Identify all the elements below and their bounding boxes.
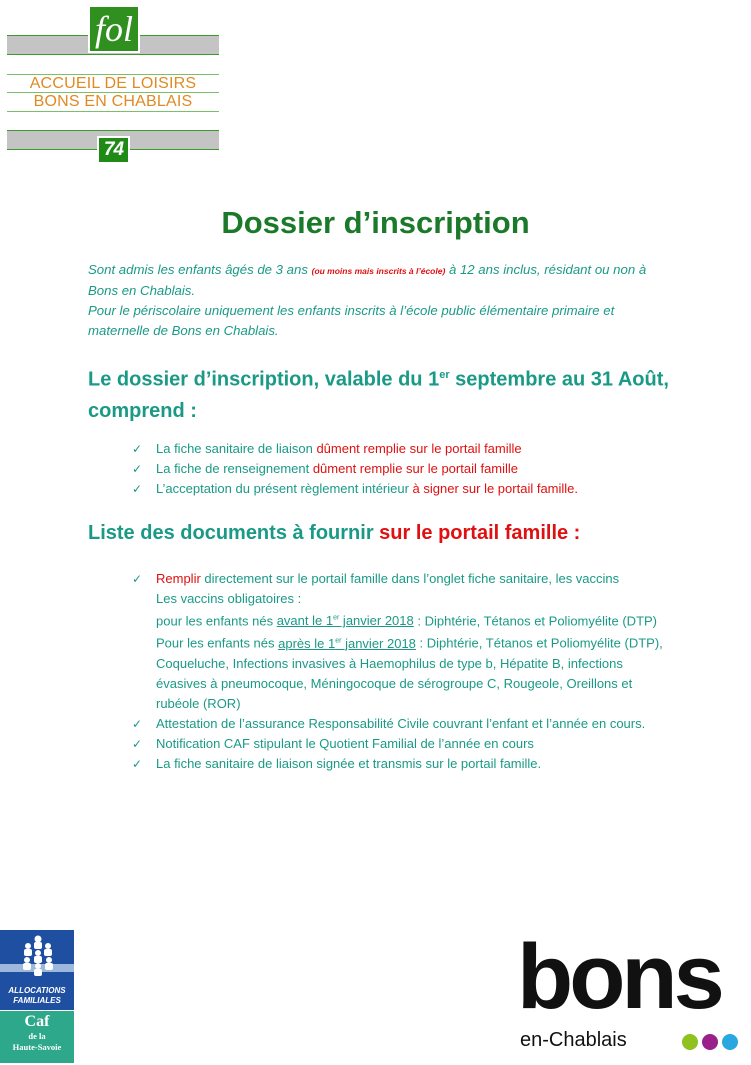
bons-logo <box>515 926 745 1060</box>
family-icon <box>18 934 58 978</box>
item-text: La fiche de renseignement <box>156 461 313 476</box>
divider <box>7 111 219 112</box>
fol-line2: BONS EN CHABLAIS <box>33 93 193 110</box>
intro-paragraph-2: Pour le périscolaire uniquement les enfants inscrits à l’école public élémentaire primaire et maternelle de Bons en Chablais. <box>88 303 615 338</box>
list-item <box>132 479 672 499</box>
vaccines-mandatory-label: Les vaccins obligatoires : <box>156 591 302 606</box>
vaccines-before-date <box>277 613 414 628</box>
check-icon: ✓ <box>132 462 143 476</box>
item-highlight: à signer sur le portail famille. <box>412 481 579 496</box>
dot-blue-icon <box>722 1034 738 1050</box>
item-text: L’acceptation du présent règlement intérieur <box>156 481 413 496</box>
date-text: après le 1 <box>278 635 336 651</box>
intro-note: (ou moins mais inscrits à l’école) <box>311 266 446 276</box>
superscript: er <box>335 637 342 645</box>
caf-line1: ALLOCATIONS <box>8 986 66 995</box>
caf-allocations-text <box>0 986 74 1006</box>
vaccines-after-list: : Diphtérie, Tétanos et Poliomyélite (DTP), Coqueluche, Infections invasives à Haemophilus de type b, Hépatite B, infections évasives à pneumocoque, Méningocoque de sérogroupe C, Rougeole, Oreillons et rubéole (ROR) <box>156 635 663 711</box>
fol-logo <box>7 5 219 163</box>
bons-wordmark: bons <box>517 926 721 1028</box>
caf-sub1: de la <box>28 1031 46 1041</box>
intro-text-b: à 12 ans inclus, résidant ou non à Bons en Chablais. <box>88 262 647 298</box>
caf-logo <box>0 930 74 1063</box>
superscript: er <box>439 369 450 381</box>
dot-green-icon <box>682 1034 698 1050</box>
fol-line1: ACCUEIL DE LOISIRS <box>29 75 197 92</box>
list-item <box>132 459 672 479</box>
fol-logo-box: fol <box>88 5 140 53</box>
item-text: La fiche sanitaire de liaison <box>156 441 317 456</box>
section1-heading <box>88 360 688 427</box>
vaccines-after-date <box>278 636 416 651</box>
heading-highlight: sur le portail famille : <box>379 522 581 544</box>
vaccines-before-text: pour les enfants nés <box>156 613 277 629</box>
caf-line2: FAMILIALES <box>13 996 61 1005</box>
vaccines-before-list: : Diphtérie, Tétanos et Poliomyélite (DTP) <box>413 613 658 629</box>
item-text: Notification CAF stipulant le Quotient Familial de l’année en cours <box>156 735 534 751</box>
check-icon: ✓ <box>132 736 143 751</box>
heading-text: septembre au 31 Août, comprend : <box>88 368 669 422</box>
section1-list <box>132 439 672 499</box>
intro-paragraph-1 <box>88 260 678 301</box>
list-item <box>132 439 672 459</box>
heading-text: Liste des documents à fournir <box>88 522 380 544</box>
list-item <box>132 734 672 754</box>
intro-text-a: Sont admis les enfants âgés de 3 ans <box>88 262 312 277</box>
caf-name: Caf <box>24 1013 50 1030</box>
item-highlight: dûment remplie sur le portail famille <box>316 441 522 456</box>
dot-purple-icon <box>702 1034 718 1050</box>
item-text: La fiche sanitaire de liaison signée et transmis sur le portail famille. <box>156 755 542 771</box>
check-icon: ✓ <box>132 756 143 771</box>
caf-logo-bottom <box>0 1011 74 1063</box>
check-icon: ✓ <box>132 716 143 731</box>
check-icon: ✓ <box>132 442 143 456</box>
intro-text <box>88 260 678 341</box>
vaccines-after-text: Pour les enfants nés <box>156 635 279 651</box>
item-highlight: Remplir <box>156 571 201 586</box>
department-badge: 74 <box>97 136 130 164</box>
date-text: janvier 2018 <box>339 613 414 629</box>
list-item-vaccines <box>132 569 672 714</box>
bons-subtitle: en-Chablais <box>520 1029 627 1051</box>
superscript: er <box>333 615 340 622</box>
page-title: Dossier d’inscription <box>221 205 530 240</box>
item-text: Attestation de l’assurance Responsabilité Civile couvrant l’enfant et l’année en cours. <box>156 715 646 731</box>
section2-list <box>132 569 672 774</box>
list-item <box>132 714 672 734</box>
item-highlight: dûment remplie sur le portail famille <box>312 461 519 476</box>
list-item <box>132 754 672 774</box>
section2-heading <box>88 518 688 549</box>
date-text: janvier 2018 <box>341 635 416 651</box>
item-text: directement sur le portail famille dans l’onglet fiche sanitaire, les vaccins <box>200 571 620 586</box>
date-text: avant le 1 <box>276 613 334 629</box>
heading-text: Le dossier d’inscription, valable du 1 <box>88 368 440 391</box>
caf-sub2: Haute-Savoie <box>12 1042 62 1052</box>
check-icon: ✓ <box>132 482 143 496</box>
check-icon: ✓ <box>132 572 143 586</box>
